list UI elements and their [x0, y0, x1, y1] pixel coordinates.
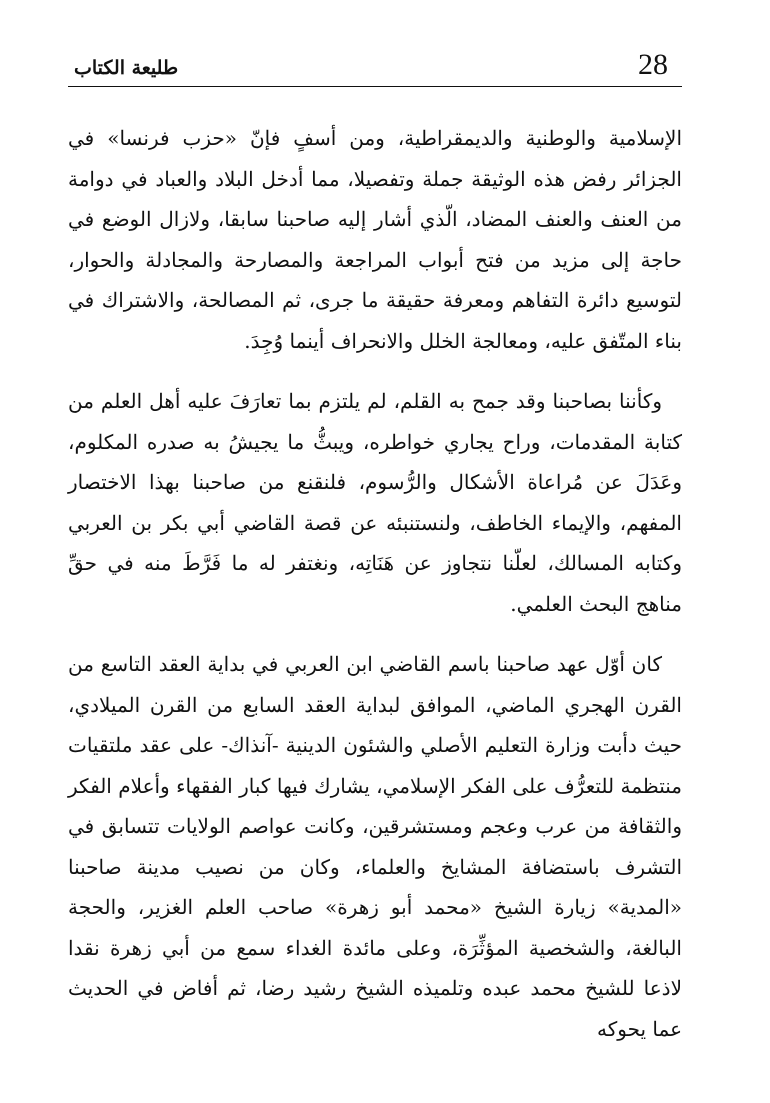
page-number: 28	[638, 48, 668, 81]
paragraph: وكأننا بصاحبنا وقد جمح به القلم، لم يلتزم بما تعارَفَ عليه أهل العلم من كتابة المقدمات، وراح يجاري خواطره، ويبثُّ ما يجيشُ به صدره المكلوم، وعَدَلَ عن مُراعاة الأشكال والرُّسوم، فلنقنع من صاحبنا بهذا الاختصار المفهم، والإيماء الخاطف، ولنستنبئه عن قصة القاضي أبي بكر بن العربي وكتابه المسالك، لعلّنا نتجاوز عن هَنَاتِه، ونغتفر له ما فَرَّطَ منه في حقِّ مناهج البحث العلمي.	[68, 389, 682, 616]
paragraph: كان أوّل عهد صاحبنا باسم القاضي ابن العربي في بداية العقد التاسع من القرن الهجري الماضي، الموافق لبداية العقد السابع من القرن الميلادي، حيث دأبت وزارة التعليم الأصلي والشئون الدينية -آنذاك- على عقد ملتقيات منتظمة للتعرُّف على الفكر الإسلامي، يشارك فيها كبار الفقهاء وأعلام الفكر والثقافة من عرب وعجم ومستشرقين، وكانت عواصم الولايات تتسابق في التشرف باستضافة المشايخ والعلماء، وكان من نصيب مدينة صاحبنا «المدية» زيارة الشيخ «محمد أبو زهرة» صاحب العلم الغزير، والحجة البالغة، والشخصية المؤثِّرَة، وعلى مائدة الغداء سمع من أبي زهرة نقدا لاذعا للشيخ محمد عبده وتلميذه الشيخ رشيد رضا، ثم أفاض في الحديث عما يحوكه	[68, 652, 682, 1041]
body-text	[68, 118, 682, 1049]
paragraph: الإسلامية والوطنية والديمقراطية، ومن أسفٍ فإنّ «حزب فرنسا» في الجزائر رفض هذه الوثيقة جملة وتفصيلا، مما أدخل البلاد والعباد في دوامة من العنف والعنف المضاد، الّذي أشار إليه صاحبنا سابقا، ولازال الوضع في حاجة إلى مزيد من فتح أبواب المراجعة والمصارحة والمجادلة والحوار، لتوسيع دائرة التفاهم ومعرفة حقيقة ما جرى، ثم المصالحة، والاشتراك في بناء المتّفق عليه، ومعالجة الخلل والانحراف أينما وُجِدَ.	[68, 126, 682, 353]
page-header	[68, 46, 682, 87]
running-title: طليعة الكتاب	[74, 57, 179, 79]
